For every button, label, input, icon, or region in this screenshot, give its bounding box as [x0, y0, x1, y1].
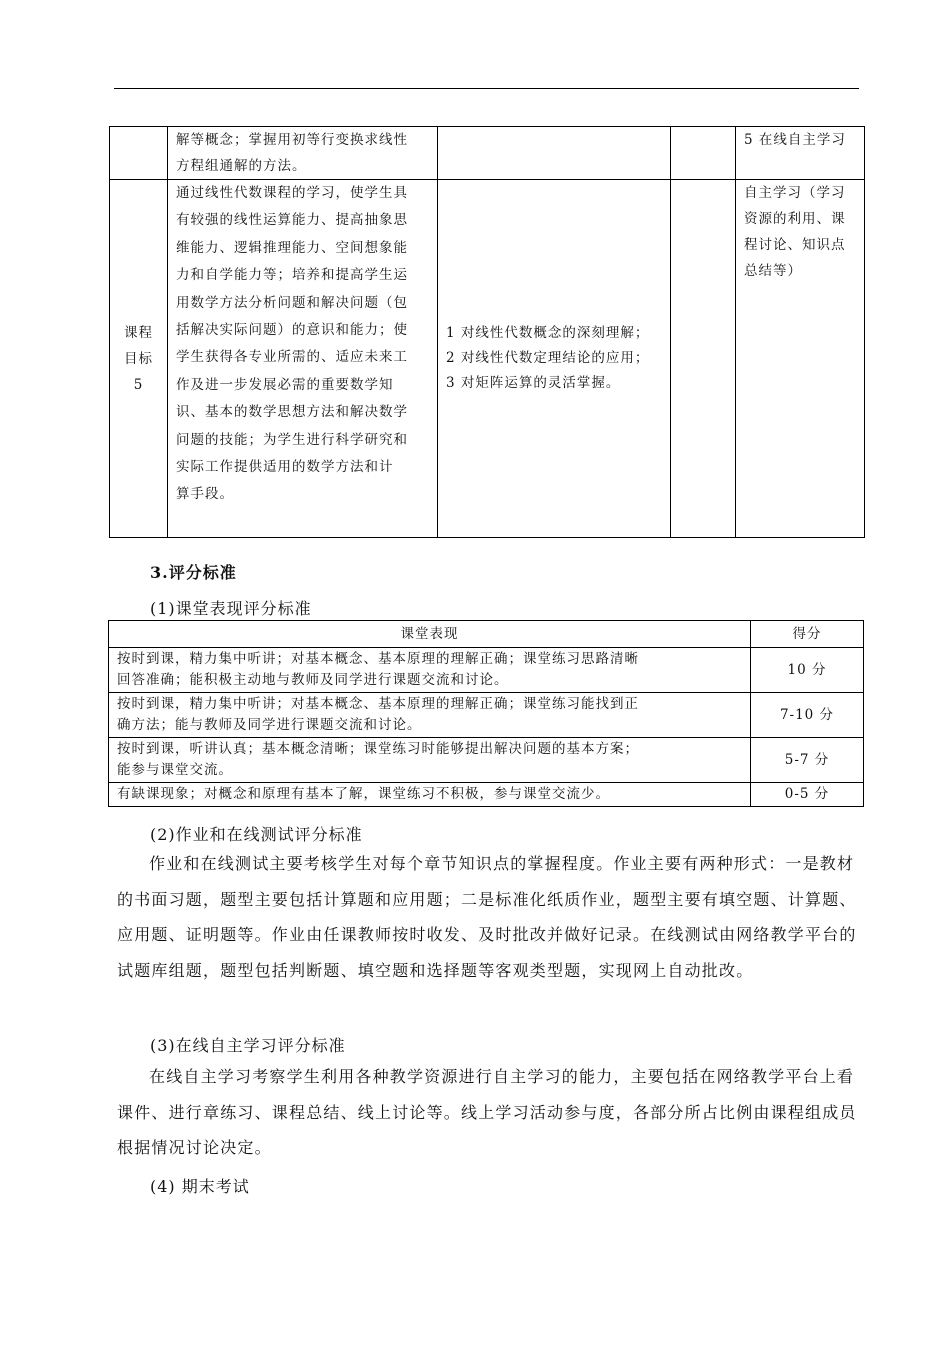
methods-line: 资源的利用、课	[744, 211, 846, 227]
objective-content-cell	[168, 180, 438, 538]
score-cell: 7-10 分	[751, 693, 864, 738]
score-cell: 0-5 分	[751, 783, 864, 807]
requirement-line: 1 对线性代数概念的深刻理解；	[446, 325, 650, 341]
content-line: 有较强的线性运算能力、提高抽象思	[176, 212, 408, 229]
requirement-line: 3 对矩阵运算的灵活掌握。	[446, 375, 621, 391]
methods-line: 程讨论、知识点	[744, 237, 846, 253]
sub-title-online: (3)在线自主学习评分标准	[150, 1036, 346, 1055]
criteria-line: 按时到课，精力集中听讲；对基本概念、基本原理的理解正确；课堂练习能找到正	[117, 696, 639, 712]
empty-cell	[671, 127, 736, 180]
content-line: 解等概念；掌握用初等行变换求线性	[176, 132, 408, 148]
criteria-line: 确方法；能与教师及同学进行课题交流和讨论。	[117, 717, 422, 733]
score-cell: 10 分	[751, 648, 864, 693]
table-row	[109, 783, 864, 807]
methods-cell	[736, 180, 865, 538]
label-line: 5	[133, 376, 144, 393]
content-line: 实际工作提供适用的数学方法和计	[176, 459, 394, 476]
objective-content-cell	[168, 127, 438, 180]
label-line: 目标	[124, 350, 153, 367]
empty-cell	[671, 180, 736, 538]
content-line: 用数学方法分析问题和解决问题（包	[176, 294, 408, 311]
objective-label-cell	[110, 127, 168, 180]
label-line: 课程	[124, 324, 153, 341]
content-line: 力和自学能力等；培养和提高学生运	[176, 267, 408, 284]
methods-cell	[736, 127, 865, 180]
criteria-line: 能参与课堂交流。	[117, 762, 233, 778]
table-row	[109, 693, 864, 738]
table-row	[109, 648, 864, 693]
content-line: 学生获得各专业所需的、适应未来工	[176, 349, 408, 366]
table-row	[110, 180, 865, 538]
content-line: 作及进一步发展必需的重要数学知	[176, 376, 394, 393]
content-line: 识、基本的数学思想方法和解决数学	[176, 404, 408, 421]
requirement-line: 2 对线性代数定理结论的应用；	[446, 350, 650, 366]
sub-title-final-exam: (4) 期末考试	[150, 1177, 250, 1196]
paragraph-online: 在线自主学习考察学生利用各种教学资源进行自主学习的能力，主要包括在网络教学平台上看课件、进行章练习、课程总结、线上讨论等。线上学习活动参与度，各部分所占比例由课程组成员根据情况讨论决定。	[117, 1067, 857, 1157]
criteria-line: 按时到课，听讲认真；基本概念清晰；课堂练习时能够提出解决问题的基本方案；	[117, 741, 639, 757]
header-cell: 课堂表现	[109, 621, 751, 648]
header-rule	[114, 88, 859, 89]
methods-line: 自主学习（学习	[744, 185, 846, 201]
content-line: 通过线性代数课程的学习，使学生具	[176, 185, 408, 201]
course-objective-table	[109, 126, 865, 538]
content-line: 方程组通解的方法。	[176, 158, 307, 174]
criteria-line: 有缺课现象；对概念和原理有基本了解，课堂练习不积极，参与课堂交流少。	[117, 786, 610, 802]
criteria-line: 按时到课，精力集中听讲；对基本概念、基本原理的理解正确；课堂练习思路清晰	[117, 651, 639, 667]
content-line: 维能力、逻辑推理能力、空间想象能	[176, 239, 408, 256]
criteria-cell	[109, 648, 751, 693]
table-row	[109, 738, 864, 783]
header-cell: 得分	[751, 621, 864, 648]
content-line: 括解决实际问题）的意识和能力；使	[176, 322, 408, 339]
requirements-cell	[438, 127, 671, 180]
score-cell: 5-7 分	[751, 738, 864, 783]
table-header-row	[109, 621, 864, 648]
sub-title-classroom: (1)课堂表现评分标准	[150, 599, 312, 618]
criteria-cell	[109, 693, 751, 738]
methods-line: 总结等）	[744, 263, 802, 279]
paragraph-homework: 作业和在线测试主要考核学生对每个章节知识点的掌握程度。作业主要有两种形式：一是教材的书面习题，题型主要包括计算题和应用题；二是标准化纸质作业，题型主要有填空题、计算题、应用题、证明题等。作业由任课教师按时收发、及时批改并做好记录。在线测试由网络教学平台的试题库组题，题型包括判断题、填空题和选择题等客观类型题，实现网上自动批改。	[117, 854, 857, 980]
criteria-cell	[109, 738, 751, 783]
objective-label-cell	[110, 180, 168, 538]
sub-title-homework: (2)作业和在线测试评分标准	[150, 825, 363, 844]
requirements-cell	[438, 180, 671, 538]
criteria-line: 回答准确；能积极主动地与教师及同学进行课题交流和讨论。	[117, 672, 509, 688]
classroom-score-table	[108, 620, 864, 807]
section-title: 3.评分标准	[150, 563, 237, 582]
table-row	[110, 127, 865, 180]
content-line: 算手段。	[176, 486, 234, 503]
content-line: 问题的技能；为学生进行科学研究和	[176, 431, 408, 448]
criteria-cell	[109, 783, 751, 807]
methods-text: 5 在线自主学习	[744, 132, 846, 148]
